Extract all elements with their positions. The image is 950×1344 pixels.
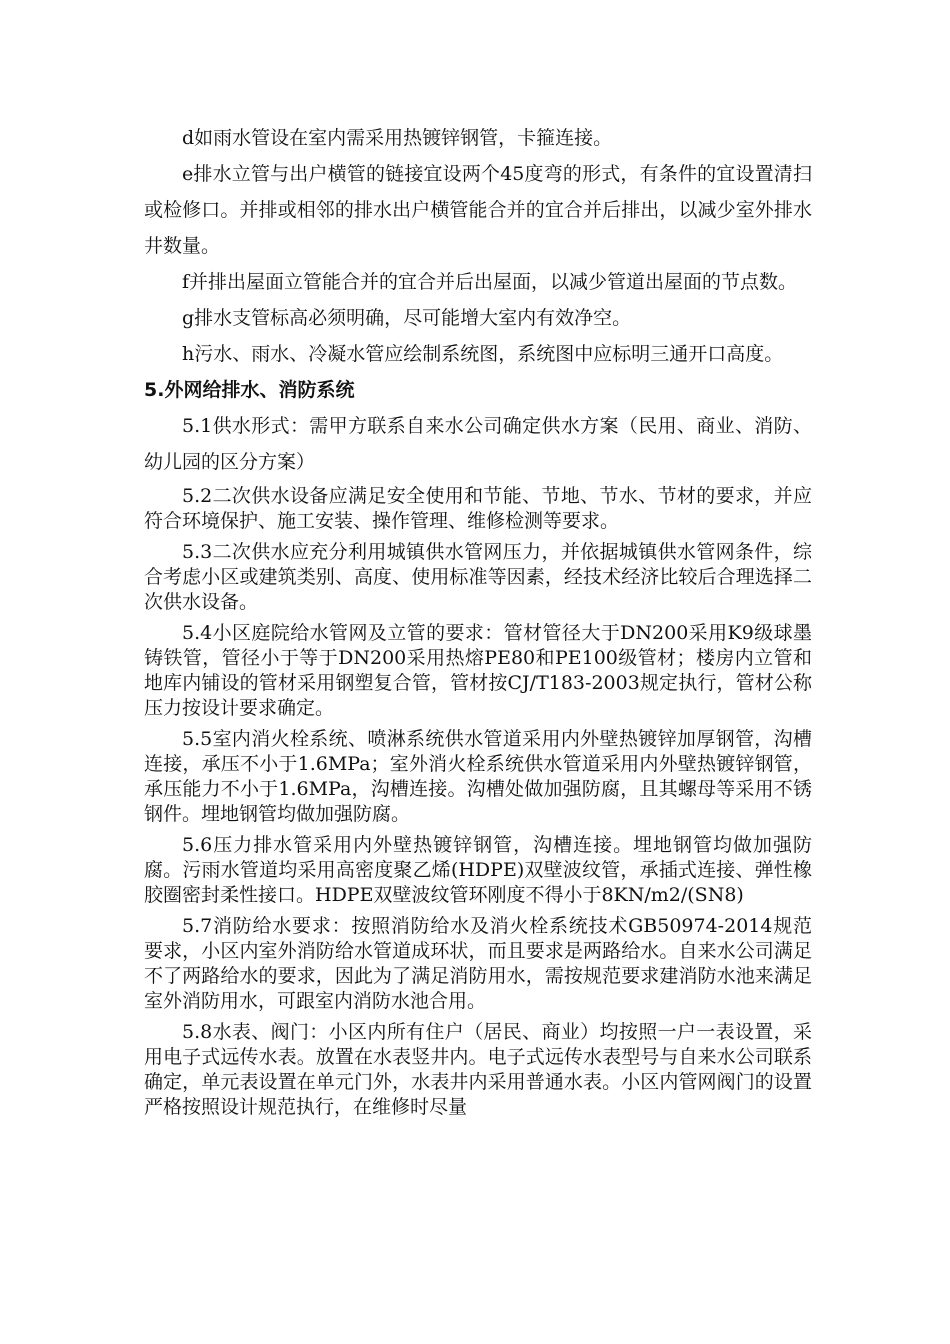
document-page	[144, 120, 812, 1120]
paragraph-f: f并排出屋面立管能合并的宜合并后出屋面，以减少管道出屋面的节点数。	[182, 271, 798, 293]
paragraph-5-7: 5.7消防给水要求：按照消防给水及消火栓系统技术GB50974-2014规范要求，小区内室外消防给水管道成环状，而且要求是两路给水。自来水公司满足不了两路给水的要求，因此为了满足消防用水，需按规范要求建消防水池来满足室外消防用水，可跟室内消防水池合用。	[144, 915, 812, 1012]
paragraph-e: e排水立管与出户横管的链接宜设两个45度弯的形式，有条件的宜设置清扫或检修口。并排或相邻的排水出户横管能合并的宜合并后排出，以减少室外排水井数量。	[144, 163, 812, 257]
paragraph-5-6: 5.6压力排水管采用内外壁热镀锌钢管，沟槽连接。埋地钢管均做加强防腐。污雨水管道均采用高密度聚乙烯(HDPE)双壁波纹管，承插式连接、弹性橡胶圈密封柔性接口。HDPE双壁波纹管环刚度不得小于8KN/m2/(SN8)	[144, 834, 812, 906]
paragraph-d: d如雨水管设在室内需采用热镀锌钢管，卡箍连接。	[182, 127, 613, 149]
paragraph-5-3: 5.3二次供水应充分利用城镇供水管网压力，并依据城镇供水管网条件，综合考虑小区或建筑类别、高度、使用标准等因素，经技术经济比较后合理选择二次供水设备。	[144, 541, 812, 613]
paragraph-5-8: 5.8水表、阀门：小区内所有住户（居民、商业）均按照一户一表设置，采用电子式远传水表。放置在水表竖井内。电子式远传水表型号与自来水公司联系确定，单元表设置在单元门外，水表井内采用普通水表。小区内管网阀门的设置严格按照设计规范执行，在维修时尽量	[144, 1021, 812, 1118]
paragraph-5-4: 5.4小区庭院给水管网及立管的要求：管材管径大于DN200采用K9级球墨铸铁管，管径小于等于DN200采用热熔PE80和PE100级管材；楼房内立管和地库内铺设的管材采用钢塑复合管，管材按CJ/T183-2003规定执行，管材公称压力按设计要求确定。	[144, 622, 812, 719]
paragraph-5-1: 5.1供水形式：需甲方联系自来水公司确定供水方案（民用、商业、消防、幼儿园的区分方案）	[144, 415, 812, 473]
paragraph-h: h污水、雨水、冷凝水管应绘制系统图，系统图中应标明三通开口高度。	[182, 343, 784, 365]
paragraph-5-2: 5.2二次供水设备应满足安全使用和节能、节地、节水、节材的要求，并应符合环境保护、施工安装、操作管理、维修检测等要求。	[144, 485, 812, 532]
paragraph-5-5: 5.5室内消火栓系统、喷淋系统供水管道采用内外壁热镀锌加厚钢管，沟槽连接，承压不小于1.6MPa；室外消火栓系统供水管道采用内外壁热镀锌钢管，承压能力不小于1.6MPa，沟槽连接。沟槽处做加强防腐，且其螺母等采用不锈钢件。埋地钢管均做加强防腐。	[144, 728, 812, 825]
section-heading: 5.外网给排水、消防系统	[144, 379, 355, 401]
paragraph-g: g排水支管标高必须明确，尽可能增大室内有效净空。	[182, 307, 632, 329]
